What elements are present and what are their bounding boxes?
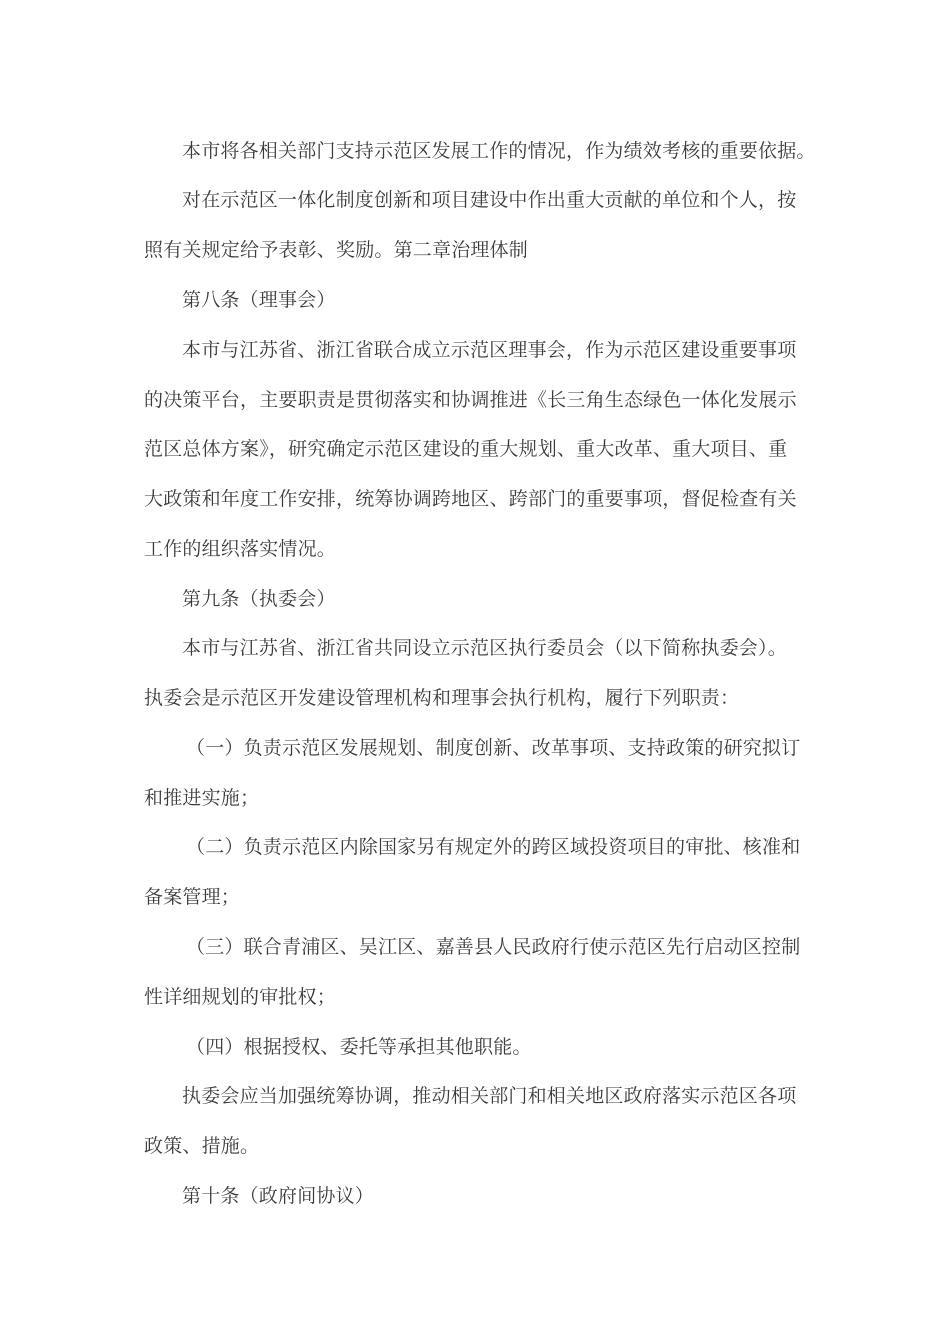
paragraph-line: 对在示范区一体化制度创新和项目建设中作出重大贡献的单位和个人，按	[182, 189, 797, 211]
paragraph-line: 照有关规定给予表彰、奖励。第二章治理体制	[144, 239, 529, 261]
paragraph-line: 执委会应当加强统筹协调，推动相关部门和相关地区政府落实示范区各项	[182, 1085, 797, 1107]
paragraph-line: 政策、措施。	[144, 1135, 260, 1157]
list-item-line: 性详细规划的审批权；	[144, 986, 337, 1008]
paragraph-line: 的决策平台，主要职责是贯彻落实和协调推进《长三角生态绿色一体化发展示	[144, 389, 797, 411]
paragraph-line: 本市将各相关部门支持示范区发展工作的情况，作为绩效考核的重要依据。	[182, 140, 816, 162]
article-heading: 第八条（理事会）	[182, 289, 336, 311]
list-item-line: （二）负责示范区内除国家另有规定外的跨区域投资项目的审批、核准和	[186, 836, 801, 858]
paragraph-line: 大政策和年度工作安排，统筹协调跨地区、跨部门的重要事项，督促检查有关	[144, 488, 797, 510]
article-heading: 第十条（政府间协议）	[182, 1185, 375, 1207]
paragraph-line: 范区总体方案》，研究确定示范区建设的重大规划、重大改革、重大项目、重	[144, 438, 788, 460]
paragraph-line: 工作的组织落实情况。	[144, 538, 337, 560]
list-item-line: 和推进实施；	[144, 787, 260, 809]
paragraph-line: 执委会是示范区开发建设管理机构和理事会执行机构，履行下列职责：	[144, 687, 740, 709]
list-item-line: （一）负责示范区发展规划、制度创新、改革事项、支持政策的研究拟订	[186, 737, 801, 759]
paragraph-line: 本市与江苏省、浙江省联合成立示范区理事会，作为示范区建设重要事项	[182, 339, 797, 361]
list-item-line: （三）联合青浦区、吴江区、嘉善县人民政府行使示范区先行启动区控制	[186, 936, 801, 958]
list-item-line: （四）根据授权、委托等承担其他职能。	[186, 1036, 532, 1058]
article-heading: 第九条（执委会）	[182, 588, 336, 610]
list-item-line: 备案管理；	[144, 886, 241, 908]
paragraph-line: 本市与江苏省、浙江省共同设立示范区执行委员会（以下简称执委会）。	[182, 637, 787, 659]
